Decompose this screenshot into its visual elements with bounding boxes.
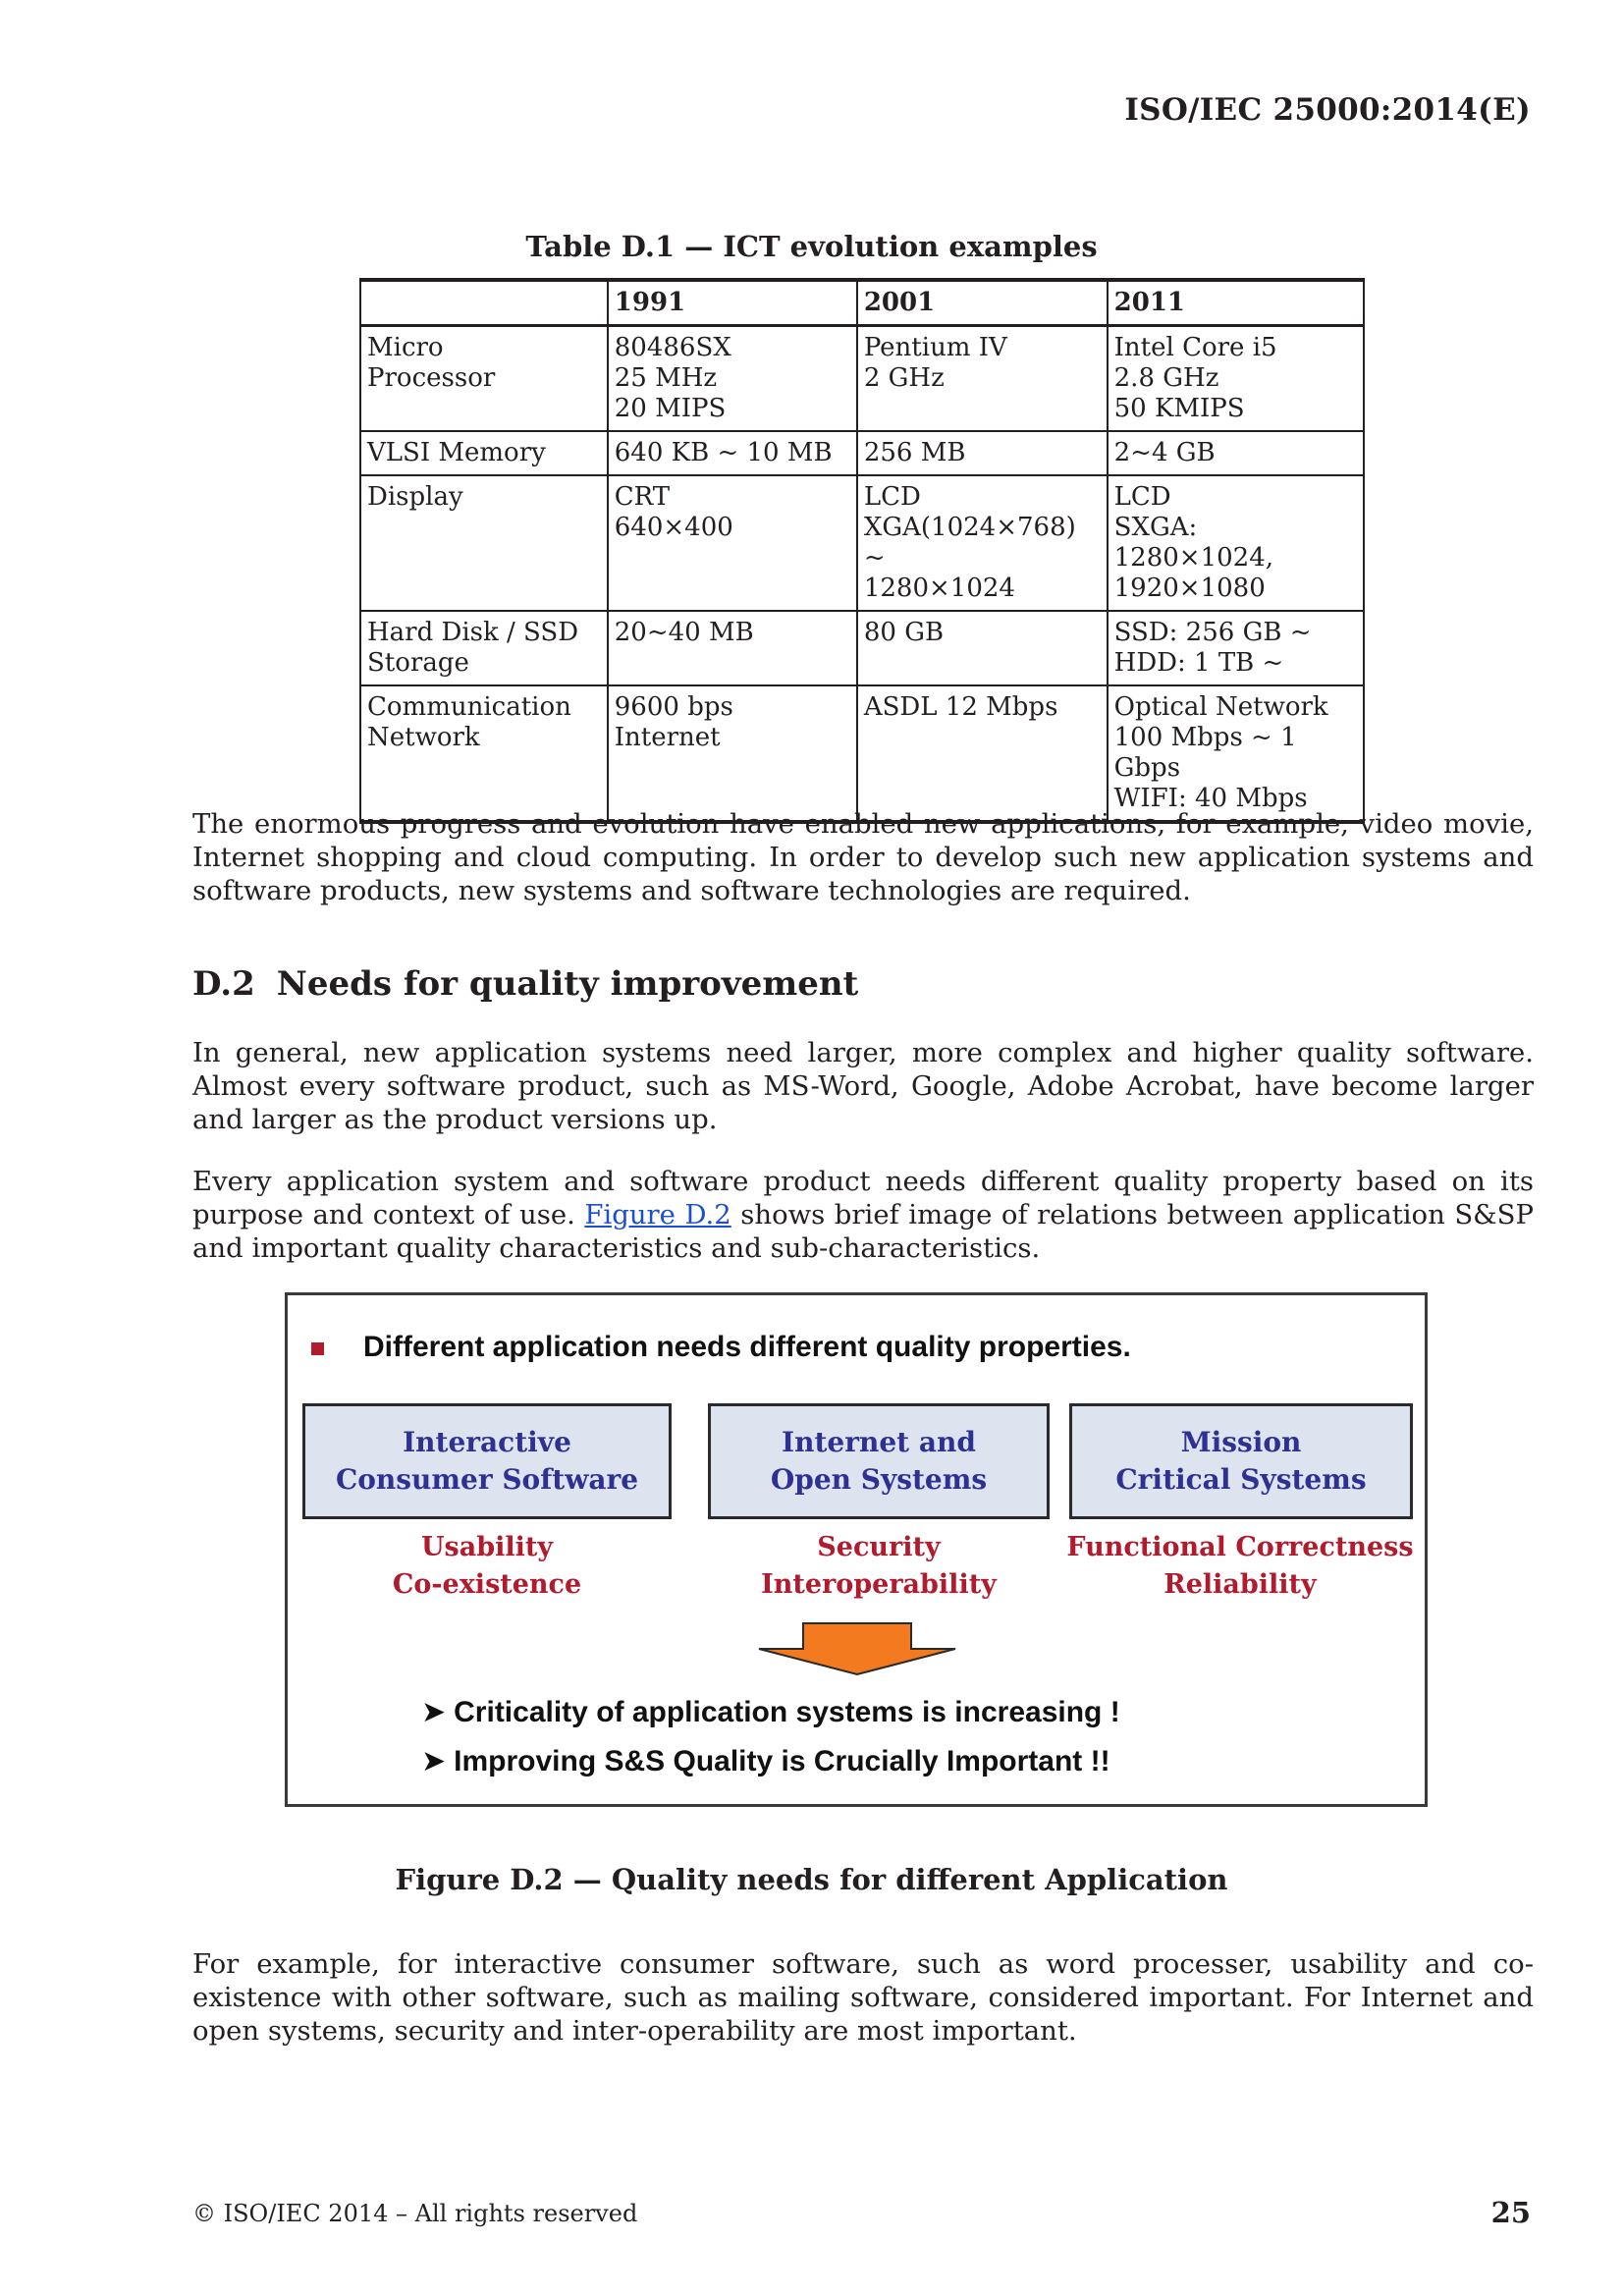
table-title: Table D.1 — ICT evolution examples — [525, 230, 1098, 263]
quality-list-internet — [708, 1529, 1050, 1604]
row-label: Micro Processor — [360, 326, 608, 432]
table-cell: 80 GB — [857, 611, 1108, 685]
quality-list-consumer — [302, 1529, 672, 1604]
category-line: Critical Systems — [1115, 1463, 1367, 1496]
table-cell: Pentium IV 2 GHz — [857, 326, 1108, 432]
quality-item: Usability — [420, 1532, 554, 1562]
table-cell: Intel Core i5 2.8 GHz 50 KMIPS — [1108, 326, 1364, 432]
ict-evolution-table — [359, 278, 1365, 824]
document-id-header: ISO/IEC 25000:2014(E) — [1124, 92, 1531, 128]
table-cell: 20~40 MB — [608, 611, 857, 685]
table-row — [360, 685, 1364, 822]
figure-d2-link[interactable]: Figure D.2 — [584, 1199, 731, 1230]
copyright-footer: © ISO/IEC 2014 – All rights reserved — [192, 2200, 638, 2227]
quality-item: Reliability — [1163, 1569, 1317, 1600]
table-cell: ASDL 12 Mbps — [857, 685, 1108, 822]
table-header-cell — [360, 280, 608, 326]
table-header-cell: 1991 — [608, 280, 857, 326]
quality-item: Co-existence — [392, 1569, 582, 1600]
figure-heading — [311, 1331, 1131, 1364]
paragraph-quality-property — [192, 1165, 1534, 1265]
table-row — [360, 475, 1364, 611]
table-cell: 9600 bps Internet — [608, 685, 857, 822]
table-cell: LCD SXGA: 1280×1024, 1920×1080 — [1108, 475, 1364, 611]
table-cell: LCD XGA(1024×768) ~ 1280×1024 — [857, 475, 1108, 611]
arrow-bullet-icon: ➤ — [421, 1696, 447, 1728]
row-label: Communication Network — [360, 685, 608, 822]
table-row — [360, 326, 1364, 432]
row-label: Hard Disk / SSD Storage — [360, 611, 608, 685]
table-header-row — [360, 280, 1364, 326]
table-header-cell: 2001 — [857, 280, 1108, 326]
section-number: D.2 — [192, 964, 255, 1004]
page-number: 25 — [1490, 2196, 1531, 2229]
paragraph-text: shows brief image of relations between application S&SP and important quality characteristics and sub-characteristics. — [192, 1199, 1534, 1264]
category-box-consumer — [302, 1403, 672, 1519]
table-cell: Optical Network 100 Mbps ~ 1 Gbps WIFI: 40 Mbps — [1108, 685, 1364, 822]
table-cell: 640 KB ~ 10 MB — [608, 431, 857, 475]
quality-list-mission — [1054, 1529, 1427, 1604]
table-cell: 2~4 GB — [1108, 431, 1364, 475]
figure-heading-text: Different application needs different quality properties. — [363, 1331, 1131, 1363]
paragraph-general: In general, new application systems need larger, more complex and higher quality software. Almost every software product, such as MS-Word, Google, Adobe Acrobat, have become larger and larger as the product versions up. — [192, 1037, 1534, 1135]
row-label: VLSI Memory — [360, 431, 608, 475]
quality-item: Security — [817, 1532, 941, 1562]
table-cell: CRT 640×400 — [608, 475, 857, 611]
table-row — [360, 611, 1364, 685]
section-heading — [192, 964, 858, 1004]
paragraph-example: For example, for interactive consumer software, such as word processer, usability and co-existence with other software, such as mailing software, considered important. For Internet and open systems, security and inter-operability are most important. — [192, 1948, 1534, 2047]
paragraph-progress: The enormous progress and evolution have enabled new applications, for example, video movie, Internet shopping and cloud computing. In order to develop such new application systems and software products, new systems and software technologies are required. — [192, 808, 1534, 906]
table-cell: SSD: 256 GB ~ HDD: 1 TB ~ — [1108, 611, 1364, 685]
category-line: Consumer Software — [335, 1463, 639, 1496]
square-bullet-icon — [311, 1342, 324, 1355]
table-cell: 256 MB — [857, 431, 1108, 475]
table-row — [360, 431, 1364, 475]
category-line: Mission — [1180, 1426, 1302, 1458]
table-header-cell: 2011 — [1108, 280, 1364, 326]
down-arrow-icon — [749, 1619, 975, 1678]
conclusion-text: Criticality of application systems is increasing ! — [454, 1696, 1120, 1728]
table-cell: 80486SX 25 MHz 20 MIPS — [608, 326, 857, 432]
category-line: Interactive — [403, 1426, 571, 1458]
row-label: Display — [360, 475, 608, 611]
category-box-mission — [1069, 1403, 1413, 1519]
conclusion-item — [421, 1744, 1110, 1778]
arrow-bullet-icon: ➤ — [421, 1745, 447, 1777]
figure-caption: Figure D.2 — Quality needs for different Application — [395, 1863, 1228, 1896]
paragraph-text: Every application system and software product needs different quality property based on its purpose and context of use. — [192, 1166, 1534, 1230]
category-box-internet — [708, 1403, 1050, 1519]
category-line: Open Systems — [770, 1463, 988, 1496]
quality-needs-figure — [285, 1292, 1428, 1807]
conclusion-text: Improving S&S Quality is Crucially Important !! — [454, 1745, 1110, 1777]
category-line: Internet and — [782, 1426, 976, 1458]
quality-item: Functional Correctness — [1066, 1532, 1414, 1562]
section-title: Needs for quality improvement — [276, 964, 859, 1004]
conclusion-item — [421, 1695, 1120, 1729]
quality-item: Interoperability — [761, 1569, 997, 1600]
